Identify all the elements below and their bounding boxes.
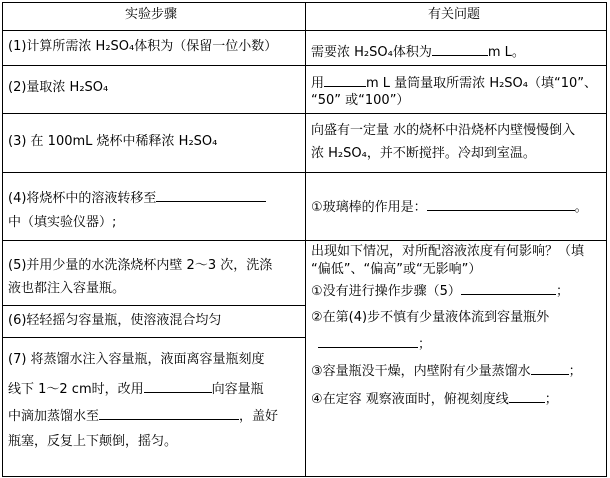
- answer-blank: [324, 72, 366, 87]
- row-divider: [2, 30, 606, 31]
- question-2-line2: “50” 或“100”）: [311, 93, 410, 108]
- impact-item-4: [311, 388, 558, 410]
- row-divider-left: [2, 337, 305, 338]
- impact-item-4-end: ；: [544, 392, 558, 407]
- step-7-line1: (7) 将蒸馏水注入容量瓶，液面离容量瓶刻度: [8, 352, 265, 367]
- step-7-text-b: 向容量瓶: [211, 382, 264, 397]
- step-5-line2: 液也都注入容量瓶。: [8, 281, 126, 296]
- answer-blank: [531, 360, 569, 375]
- step-1: (1)计算所需浓 H₂SO₄体积为（保留一位小数）: [8, 39, 278, 54]
- question-4-text: ①玻璃棒的作用是：: [311, 200, 427, 215]
- impact-item-1: [311, 280, 569, 302]
- step-5-line1: (5)并用少量的水洗涤烧杯内壁 2～3 次，洗涤: [8, 258, 273, 273]
- impact-question-line2: “偏低”、“偏高”或“无影响”）: [311, 262, 482, 277]
- step-7-text-d: ，盖好: [239, 409, 279, 424]
- impact-item-2-answer: [318, 333, 431, 355]
- impact-item-3-text: ③容量瓶没干燥，内壁附有少量蒸馏水: [311, 364, 531, 379]
- answer-blank: [509, 388, 545, 403]
- answer-blank: [461, 280, 556, 295]
- step-4-line2: 中（填实验仪器）;: [8, 215, 117, 230]
- question-3-line2: 浓 H₂SO₄，并不断搅拌。冷却到室温。: [311, 146, 536, 161]
- step-7-text-c: 中滴加蒸馏水至: [8, 409, 100, 424]
- answer-blank: [99, 405, 239, 420]
- header-right: 有关问题: [428, 7, 481, 22]
- answer-blank: [144, 378, 212, 393]
- answer-blank: [427, 196, 575, 211]
- impact-item-1-text: ①没有进行操作步骤（5）: [311, 284, 461, 299]
- impact-question-line1: 出现如下情况，对所配溶液浓度有何影响？（填: [311, 244, 585, 259]
- impact-item-1-end: ；: [555, 284, 569, 299]
- question-1-text: 需要浓 H₂SO₄体积为: [311, 45, 432, 60]
- question-2-text: m L 量筒量取所需浓 H₂SO₄（填“10”、: [366, 76, 598, 91]
- answer-blank: [156, 187, 266, 202]
- row-divider: [2, 65, 606, 66]
- row-divider: [2, 240, 606, 241]
- impact-item-2: ②在第(4)步不慎有少量液体流到容量瓶外: [311, 310, 550, 325]
- step-7-line3: [8, 405, 278, 427]
- answer-blank: [318, 333, 418, 348]
- impact-item-3: [311, 360, 582, 382]
- question-1-unit: m L。: [487, 45, 525, 60]
- step-4-text: (4)将烧杯中的溶液转移至: [8, 191, 157, 206]
- step-2: (2)量取浓 H₂SO₄: [8, 80, 109, 95]
- step-7-text-a: 线下 1～2 cm时，改用: [8, 382, 144, 397]
- answer-blank: [432, 41, 488, 56]
- row-divider: [2, 113, 606, 114]
- row-divider: [2, 172, 606, 173]
- impact-item-4-text: ④在定容 观察液面时，俯视刻度线: [311, 392, 509, 407]
- question-4: [311, 196, 588, 218]
- step-4-line1: [8, 187, 266, 209]
- header-left: 实验步骤: [125, 7, 178, 22]
- impact-item-2-end: ；: [418, 337, 432, 352]
- row-divider-left: [2, 305, 305, 306]
- step-7-line2: [8, 378, 264, 400]
- impact-item-3-end: ；: [568, 364, 582, 379]
- step-7-line4: 瓶塞，反复上下颠倒，摇匀。: [8, 434, 178, 449]
- question-4-end: 。: [574, 200, 588, 215]
- question-1: [311, 41, 525, 63]
- question-2-prefix: 用: [311, 76, 325, 91]
- question-3-line1: 向盛有一定量 水的烧杯中沿烧杯内壁慢慢倒入: [311, 123, 576, 138]
- step-6: (6)轻轻摇匀容量瓶，使溶液混合均匀: [8, 313, 222, 328]
- column-divider: [305, 2, 306, 476]
- step-3: (3) 在 100mL 烧杯中稀释浓 H₂SO₄: [8, 134, 218, 149]
